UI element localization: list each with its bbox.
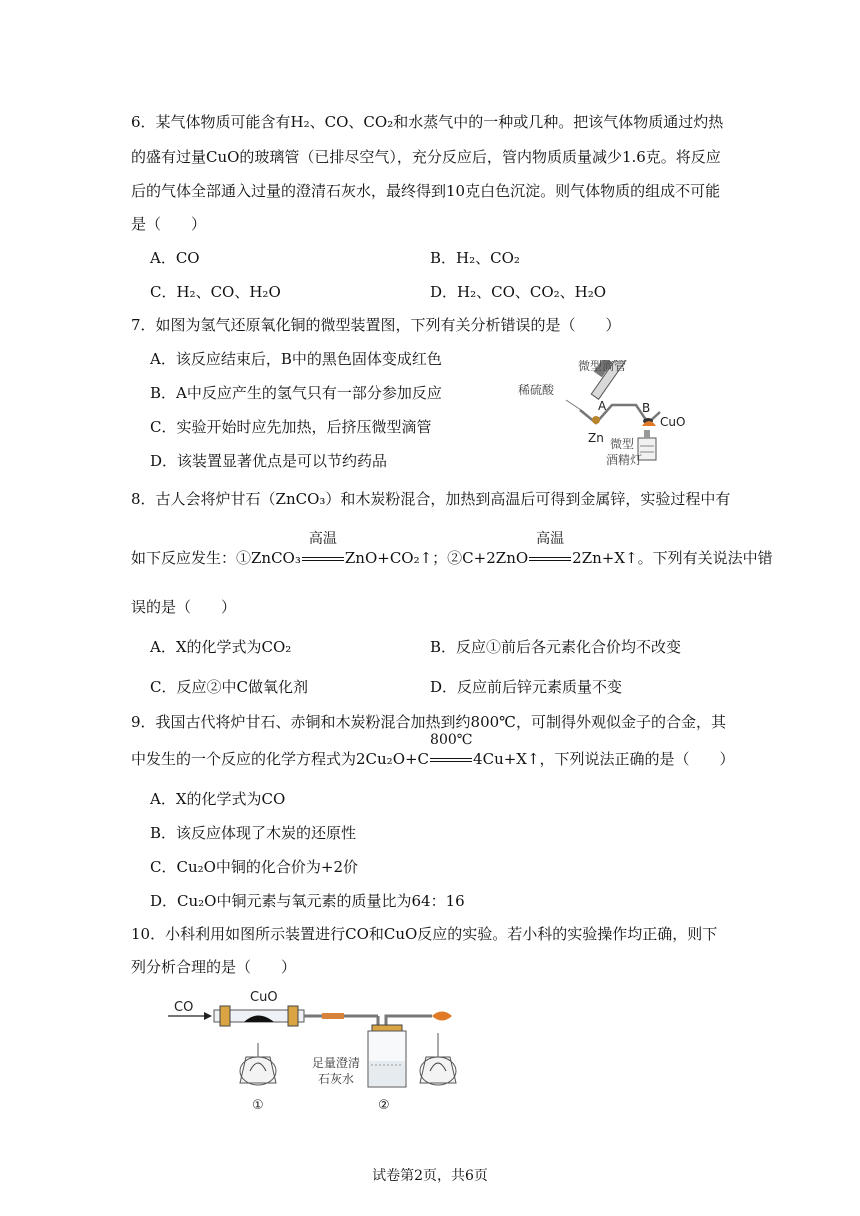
q10-apparatus-figure [160,985,480,1115]
q10-label-lime-2: 石灰水 [318,1072,355,1086]
q9-option-b: B．该反应体现了木炭的还原性 [150,824,357,842]
q6-line-2: 的盛有过量CuO的玻璃管（已排尽空气），充分反应后，管内物质质量减少1.6克。将反应 [131,148,721,166]
q9-condition [430,732,473,769]
q9-line-1: 9．我国古代将炉甘石、赤铜和木炭粉混合加热到约800℃，可制得外观似金子的合金，其 [131,713,726,731]
q6-option-a: A．CO [150,249,200,267]
q10-label-1: ① [252,1098,264,1113]
q8-condition-2-text: 高温 [536,531,565,547]
q8-line-2-mid: ZnO+CO₂↑；②C+2ZnO [344,549,529,567]
q9-line-2 [131,732,735,769]
q6-option-d: D．H₂、CO、CO₂、H₂O [430,283,607,301]
q7-label-lamp-2: 酒精灯 [606,453,643,467]
q8-condition-1 [302,531,344,568]
q6-line-4: 是（ ） [131,215,207,233]
q7-stem: 7．如图为氢气还原氧化铜的微型装置图，下列有关分析错误的是（ ） [131,316,621,334]
q8-option-c: C．反应②中C做氧化剂 [150,678,308,696]
q6-option-b: B．H₂、CO₂ [430,249,520,267]
q9-line-2-pre: 中发生的一个反应的化学方程式为2Cu₂O+C [131,750,430,768]
q7-label-a: A [598,399,607,413]
q9-option-a: A．X的化学式为CO [150,790,286,808]
q8-line-2-post: 2Zn+X↑。下列有关说法中错 [572,549,773,567]
q9-option-c: C．Cu₂O中铜的化合价为+2价 [150,858,359,876]
q10-label-2: ② [378,1098,390,1113]
q8-option-d: D．反应前后锌元素质量不变 [430,678,623,696]
q8-option-a: A．X的化学式为CO₂ [150,638,292,656]
q10-label-cuo: CuO [250,990,278,1005]
q10-line-2: 列分析合理的是（ ） [131,958,297,976]
q6-option-c: C．H₂、CO、H₂O [150,283,281,301]
q10-label-lime-1: 足量澄清 [312,1056,361,1070]
q9-condition-text: 800℃ [430,732,473,748]
q6-line-1: 6．某气体物质可能含有H₂、CO、CO₂和水蒸气中的一种或几种。把该气体物质通过灼热 [131,113,724,131]
q7-option-b: B．A中反应产生的氢气只有一部分参加反应 [150,384,442,402]
q10-label-co: CO [174,1000,194,1015]
q10-line-1: 10．小科利用如图所示装置进行CO和CuO反应的实验。若小科的实验操作均正确，则下 [131,925,718,943]
q8-condition-2 [529,531,571,568]
q7-option-a: A．该反应结束后，B中的黑色固体变成红色 [150,350,442,368]
q8-condition-1-text: 高温 [308,531,337,547]
q8-line-2-pre: 如下反应发生：①ZnCO₃ [131,549,301,567]
q6-line-3: 后的气体全部通入过量的澄清石灰水，最终得到10克白色沉淀。则气体物质的组成不可能 [131,182,721,200]
q8-line-1: 8．古人会将炉甘石（ZnCO₃）和木炭粉混合，加热到高温后可得到金属锌，实验过程中有 [131,490,731,508]
q8-option-b: B．反应①前后各元素化合价均不改变 [430,638,682,656]
q7-label-cuo: CuO [660,415,686,429]
q7-label-dropper: 微型滴管 [578,360,627,373]
q9-option-d: D．Cu₂O中铜元素与氧元素的质量比为64：16 [150,892,465,910]
q7-option-c: C．实验开始时应先加热，后挤压微型滴管 [150,418,432,436]
q9-line-2-post: 4Cu+X↑，下列说法正确的是（ ） [473,750,735,768]
page-footer: 试卷第2页，共6页 [372,1168,488,1184]
q8-line-3: 误的是（ ） [131,598,237,616]
q7-label-zn: Zn [588,431,604,445]
q7-label-lamp-1: 微型 [610,437,635,451]
q8-line-2 [131,531,773,568]
q7-label-acid: 稀硫酸 [518,383,555,397]
q7-label-b: B [642,401,651,415]
q7-option-d: D．该装置显著优点是可以节约药品 [150,452,388,470]
q7-apparatus-figure [510,360,700,470]
